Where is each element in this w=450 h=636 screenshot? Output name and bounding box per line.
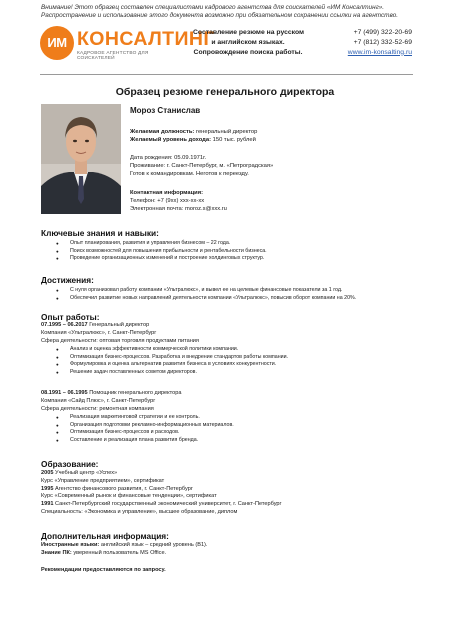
education-text: Курс «Управление предприятием», сертификат	[41, 477, 165, 484]
job-1-duties	[56, 346, 288, 376]
job-1-period: 07.1995 – 06.2017	[41, 322, 88, 328]
job-2-period: 08.1991 – 06.1995	[41, 390, 88, 396]
candidate-summary	[130, 129, 390, 145]
desired-position-label: Желаемая должность:	[130, 129, 195, 135]
education-text: Агентство финансового развития, г. Санкт-Петербург	[55, 485, 193, 492]
agency-contacts	[340, 28, 412, 57]
residence: Проживание: г. Санкт-Петербург, м. «Петроградская»	[130, 162, 274, 169]
list-item: ● Проведение организационных изменений и построение холдинговых структур.	[56, 255, 267, 263]
job-1-role: Генеральный директор	[89, 322, 150, 328]
desired-salary-label: Желаемый уровень дохода:	[130, 136, 212, 143]
job-1-sphere: Сфера деятельности: оптовая торговля продуктами питания	[41, 337, 199, 344]
services-line-1: Составление резюме на русском	[193, 29, 305, 36]
candidate-personal	[130, 155, 390, 178]
list-item: ● Анализ и оценка эффективности коммерческой политики компании.	[56, 346, 288, 354]
education-block	[41, 470, 282, 517]
job-2	[41, 390, 182, 413]
languages-value: английский язык – средний уровень (B1).	[100, 542, 208, 548]
skills-heading: Ключевые знания и навыки:	[41, 228, 159, 238]
notice-line-2: Распространение и использование этого документа возможно при обязательном сохранении ссылки на агентство.	[41, 12, 399, 20]
education-year: 1995	[41, 485, 54, 492]
job-1-header	[41, 322, 199, 330]
list-item: ● Формулировка и оценка альтернатив развития бизнеса в условиях конкурентности.	[56, 361, 288, 369]
education-line	[41, 470, 282, 478]
document-title: Образец резюме генерального директора	[115, 86, 335, 98]
candidate-contacts	[130, 190, 390, 213]
achievements-list	[56, 287, 356, 302]
pc-skills-line	[41, 550, 207, 558]
pc-skills-value: уверенный пользователь MS Office.	[73, 549, 167, 556]
job-2-header	[41, 390, 182, 398]
logo-tagline: КАДРОВОЕ АГЕНТСТВО ДЛЯ СОИСКАТЕЛЕЙ	[77, 51, 149, 61]
list-item: ● Поиск возможностей для повышения прибыльности и рентабельности бизнеса.	[56, 248, 267, 256]
education-year: 2005	[41, 470, 54, 476]
education-year: 1991	[41, 501, 54, 508]
education-text: Специальность: «Экономика и управление», высшее образование, диплом	[41, 508, 238, 515]
pc-skills-label: Знание ПК:	[41, 549, 72, 556]
candidate-phone: Телефон: +7 (9хх) ххх-хх-хх	[130, 197, 205, 204]
list-item: ● Составление и реализация плана развития бренда.	[56, 437, 234, 445]
desired-salary-value: 150 тыс. рублей	[212, 136, 256, 143]
company-logo[interactable]	[40, 26, 215, 62]
list-item: ● С нуля организовал работу компании «Ультралюкс», и вывел ее на целевые финансовые показатели за 1 год.	[56, 287, 356, 295]
list-item: ● Реализация маркетинговой стратегии и ее контроль.	[56, 414, 234, 422]
job-2-sphere: Сфера деятельности: ремонтная компания	[41, 405, 154, 412]
logo-badge: ИМ	[40, 26, 74, 60]
agency-phone-2: +7 (812) 332-52-69	[353, 38, 412, 46]
list-item: ● Опыт планирования, развития и управления бизнесом – 22 года.	[56, 240, 267, 248]
job-1-company: Компания «Ультралюкс», г. Санкт-Петербург	[41, 329, 157, 336]
desired-position-value: генеральный директор	[195, 129, 258, 135]
education-line	[41, 509, 282, 517]
list-item: ● Организация подготовки рекламно-информационных материалов.	[56, 422, 234, 430]
education-text: Санкт-Петербургский государственный экономический университет, г. Санкт-Петербург	[55, 501, 282, 508]
list-item: ● Обеспечил развитие новых направлений деятельности компании «Ультралюкс», повысив оборот компании на 20%.	[56, 295, 356, 303]
header-divider	[40, 74, 413, 75]
languages-line	[41, 542, 207, 550]
additional-block	[41, 542, 207, 558]
recommendations-note: Рекомендации предоставляются по запросу.	[41, 567, 166, 573]
candidate-name: Мороз Станислав	[130, 106, 201, 115]
additional-heading: Дополнительная информация:	[41, 531, 169, 541]
desired-salary	[130, 137, 390, 145]
desired-position	[130, 129, 390, 137]
achievements-heading: Достижения:	[41, 275, 94, 285]
relocation-status: Готов к командировкам. Неготов к переезду.	[130, 170, 249, 177]
job-2-company: Компания «Сайд Плюс», г. Санкт-Петербург	[41, 397, 156, 404]
job-2-role: Помощник генерального директора	[89, 390, 182, 396]
experience-heading: Опыт работы:	[41, 312, 100, 322]
job-1	[41, 322, 199, 345]
agency-phone-1: +7 (499) 322-20-69	[353, 29, 412, 36]
candidate-photo	[41, 104, 121, 214]
services-line-3: Сопровождение поиска работы.	[193, 48, 303, 56]
languages-label: Иностранные языки:	[41, 542, 100, 548]
logo-wordmark: КОНСАЛТИНГ	[77, 28, 215, 50]
education-text: Курс «Современный рынок и финансовые тенденции», сертификат	[41, 493, 217, 500]
education-heading: Образование:	[41, 459, 99, 469]
notice-line-1: Внимание! Этот образец составлен специалистами кадрового агентства для соискателей «ИМ Консалтинг».	[41, 4, 385, 11]
job-2-duties	[56, 414, 234, 444]
education-text: Учебный центр «Успех»	[55, 470, 118, 476]
list-item: ● Оптимизация бизнес-процессов и расходов.	[56, 429, 234, 437]
copyright-notice	[41, 4, 421, 20]
education-line	[41, 478, 282, 486]
list-item: ● Решение задач поставленных советом директоров.	[56, 369, 288, 377]
education-line	[41, 501, 282, 509]
candidate-photo-image	[41, 104, 121, 214]
services-block	[193, 28, 303, 57]
contacts-label: Контактная информация:	[130, 190, 204, 196]
services-line-2: и английском языках.	[211, 38, 285, 46]
list-item: ● Оптимизация бизнес-процессов. Разработка и внедрение стандартов работы компании.	[56, 354, 288, 362]
candidate-email: Электронная почта: moroz.s@xxx.ru	[130, 205, 227, 212]
agency-website-link[interactable]: www.im-konsalting.ru	[347, 48, 412, 56]
skills-list	[56, 240, 267, 263]
birth-date: Дата рождения: 05.09.1971г.	[130, 155, 207, 161]
